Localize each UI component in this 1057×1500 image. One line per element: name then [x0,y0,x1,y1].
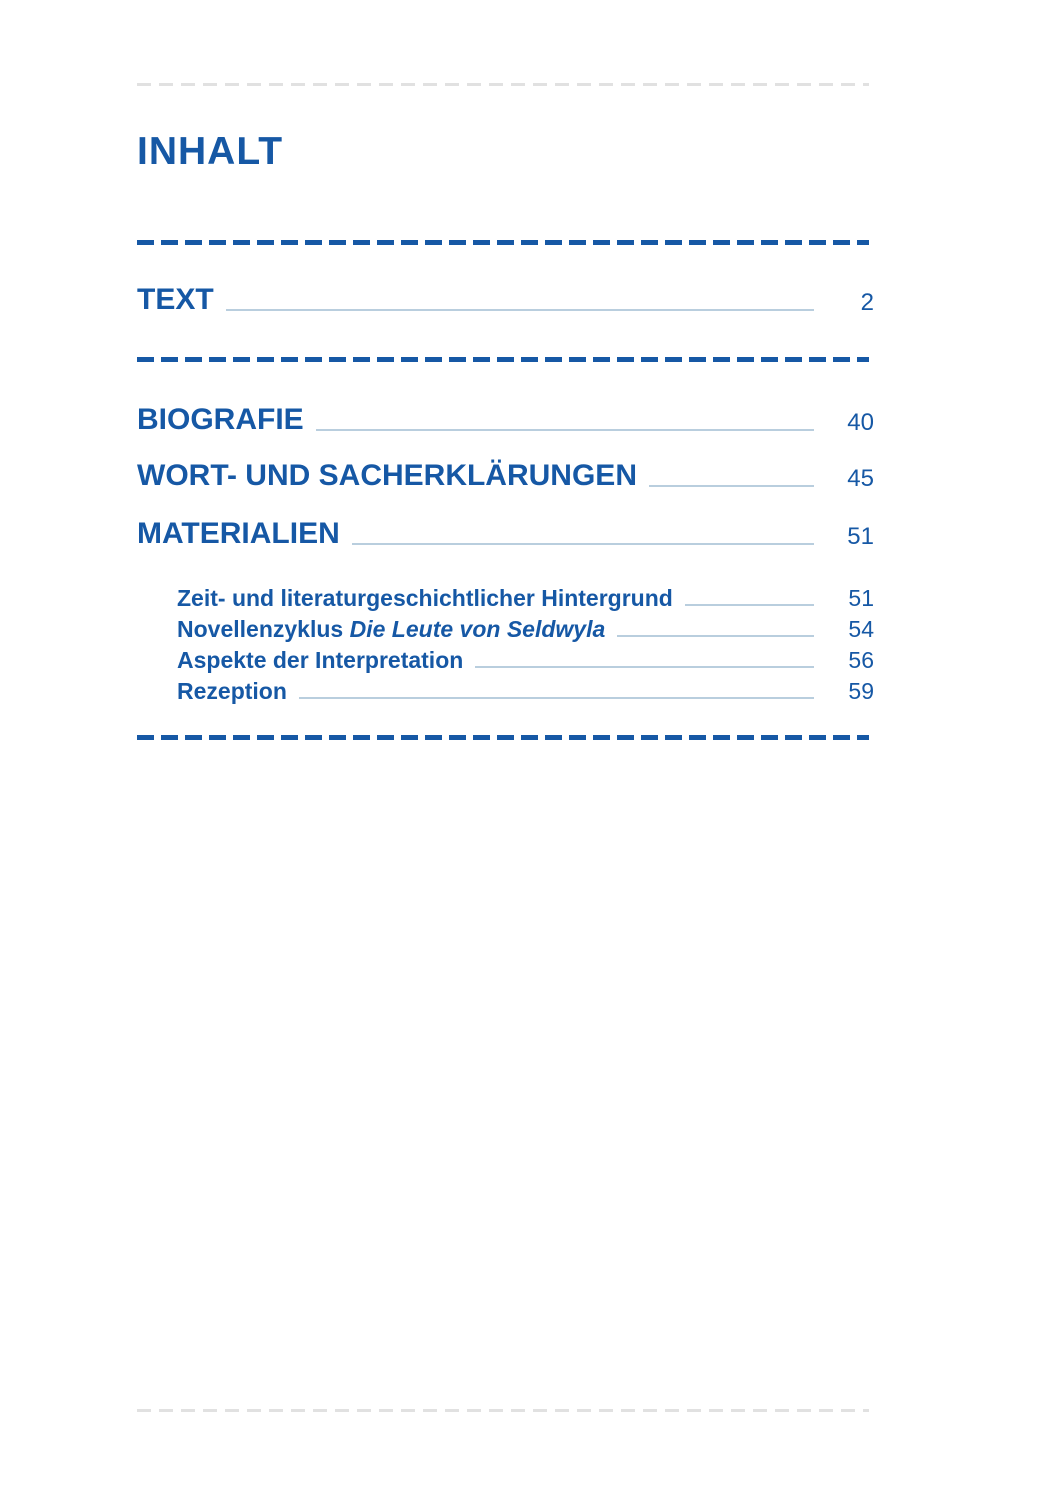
toc-entry-label: BIOGRAFIE [137,403,304,436]
leader-line [316,429,814,431]
leader-line [475,666,814,668]
toc-subentry-label: Zeit- und literaturgeschichtlicher Hintergrund [177,585,673,611]
toc-subentry-label [177,618,605,641]
toc-entry-text [137,285,874,315]
page-number: 2 [860,289,874,316]
page-number: 51 [847,523,874,550]
toc-subentry-label-upright: Novellenzyklus [177,616,344,642]
toc-subentry-label-italic: Die Leute von Seldwyla [349,616,606,642]
leader-line [685,604,814,606]
divider-blue-1 [137,240,869,245]
leader-line [226,309,814,311]
toc-subentry-interpretation [177,649,874,672]
toc-entry-wort-und-sacherklaerungen [137,461,874,491]
divider-blue-2 [137,357,869,362]
toc-subentry-hintergrund [177,587,874,610]
toc-subentry-label: Aspekte der Interpretation [177,647,464,673]
leader-line [617,635,814,637]
toc-entry-label: TEXT [137,283,214,316]
leader-line [352,543,814,545]
page-number: 54 [848,616,874,642]
toc-entry-label: WORT- UND SACHERKLÄRUNGEN [137,459,637,492]
toc-subentry-rezeption [177,680,874,703]
page-number: 59 [848,678,874,704]
page-number: 45 [847,465,874,492]
leader-line [299,697,814,699]
divider-blue-3 [137,735,869,740]
toc-entry-biografie [137,405,874,435]
page-number: 56 [848,647,874,673]
leader-line [649,485,814,487]
divider-bottom-gray [137,1409,869,1412]
toc-subentry-label: Rezeption [177,678,287,704]
toc-subentry-novellenzyklus [177,618,874,641]
divider-top-gray [137,83,869,86]
page-title: INHALT [137,130,284,173]
page-number: 51 [848,585,874,611]
toc-entry-materialien [137,519,874,549]
toc-entry-label: MATERIALIEN [137,517,340,550]
page-number: 40 [847,409,874,436]
